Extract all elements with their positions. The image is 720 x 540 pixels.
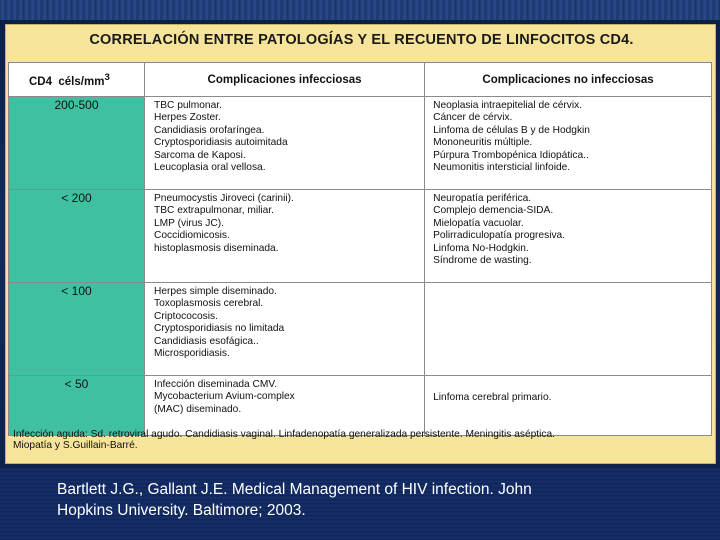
condition-item: Cáncer de cérvix. [433, 112, 513, 124]
condition-list [154, 100, 418, 174]
header-infecciosas: Complicaciones infecciosas [144, 63, 424, 97]
condition-item: Linfoma cerebral primario. [433, 392, 552, 403]
condition-item: Cryptosporidiasis autoimitada [153, 137, 288, 149]
condition-item: Leucoplasia oral vellosa. [153, 162, 266, 174]
infectious-cell [144, 283, 424, 376]
infectious-cell [144, 376, 424, 436]
top-decorative-band [0, 0, 720, 20]
infectious-cell [144, 97, 424, 190]
condition-item: Candidiasis orofaríngea. [153, 124, 265, 136]
footnote [13, 430, 713, 451]
table-header-row [9, 63, 712, 97]
non-infectious-cell [425, 376, 712, 436]
condition-list [154, 286, 418, 360]
table-row [9, 190, 712, 283]
table-row [9, 97, 712, 190]
condition-item: Herpes Zoster. [153, 112, 221, 124]
condition-item: Toxoplasmosis cerebral. [153, 298, 264, 310]
condition-item: TBC pulmonar. [153, 100, 222, 111]
condition-item: TBC extrapulmonar, miliar. [153, 205, 275, 217]
condition-list [433, 193, 705, 267]
condition-item: Cryptosporidiasis no limitada [153, 323, 285, 335]
slide-panel [5, 24, 716, 464]
condition-item: (MAC) diseminado. [153, 403, 242, 415]
condition-item: Mycobacterium Avium-complex [153, 391, 295, 403]
condition-item: Síndrome de wasting. [433, 255, 532, 267]
condition-item: LMP (virus JC). [153, 217, 224, 229]
non-infectious-cell [425, 97, 712, 190]
non-infectious-cell [425, 190, 712, 283]
non-infectious-cell [425, 283, 712, 376]
condition-item: Púrpura Trombopénica Idiopática.. [433, 149, 589, 161]
condition-item: Linfoma No-Hodgkin. [433, 242, 529, 254]
cd4-range-cell: 200-500 [9, 97, 145, 190]
condition-item: histoplasmosis diseminada. [153, 242, 279, 254]
citation-line: Bartlett J.G., Gallant J.E. Medical Management of HIV infection. John [57, 481, 532, 498]
citation [57, 479, 677, 521]
cd4-range-cell: < 100 [9, 283, 145, 376]
cd4-correlation-table [8, 62, 712, 436]
table-row [9, 376, 712, 436]
condition-item: Coccidiomicosis. [153, 230, 230, 242]
footnote-line: Infección aguda: Sd. retroviral agudo. Candidiasis vaginal. Linfadenopatía generalizada persistente. Meningitis aséptica. [13, 429, 555, 440]
header-cd4: CD4 céls/$mm^3$ [9, 63, 145, 97]
condition-item: Neumonitis intersticial linfoide. [433, 162, 571, 174]
condition-item: Microsporidiasis. [153, 348, 230, 360]
condition-list [154, 193, 418, 255]
condition-item: Linfoma de células B y de Hodgkin [433, 124, 590, 136]
condition-item: Herpes simple diseminado. [153, 286, 277, 297]
cd4-range-cell: < 50 [9, 376, 145, 436]
condition-list [433, 100, 705, 174]
condition-item: Pneumocystis Jiroveci (carinii). [153, 193, 294, 204]
condition-item: Infección diseminada CMV. [153, 379, 278, 390]
condition-item: Criptococosis. [153, 310, 218, 322]
condition-item: Sarcoma de Kaposi. [153, 149, 246, 161]
condition-item: Mielopatía vacuolar. [433, 217, 524, 229]
condition-item: Polirradiculopatía progresiva. [433, 230, 566, 242]
slide-title: CORRELACIÓN ENTRE PATOLOGÍAS Y EL RECUENTO DE LINFOCITOS CD4. [89, 32, 634, 48]
infectious-cell [144, 190, 424, 283]
condition-item: Neuropatía periférica. [433, 193, 532, 204]
condition-list [433, 392, 705, 404]
condition-item: Mononeuritis múltiple. [433, 137, 533, 149]
table-row [9, 283, 712, 376]
cd4-range-cell: < 200 [9, 190, 145, 283]
condition-list [154, 379, 418, 416]
citation-line: Hopkins University. Baltimore; 2003. [57, 502, 306, 519]
condition-item: Complejo demencia-SIDA. [433, 205, 554, 217]
condition-item: Neoplasia intraepitelial de cérvix. [433, 100, 583, 111]
condition-item: Candidiasis esofágica.. [153, 335, 259, 347]
footnote-line: Miopatía y S.Guillain-Barré. [13, 439, 138, 451]
header-no-infecciosas: Complicaciones no infecciosas [425, 63, 712, 97]
